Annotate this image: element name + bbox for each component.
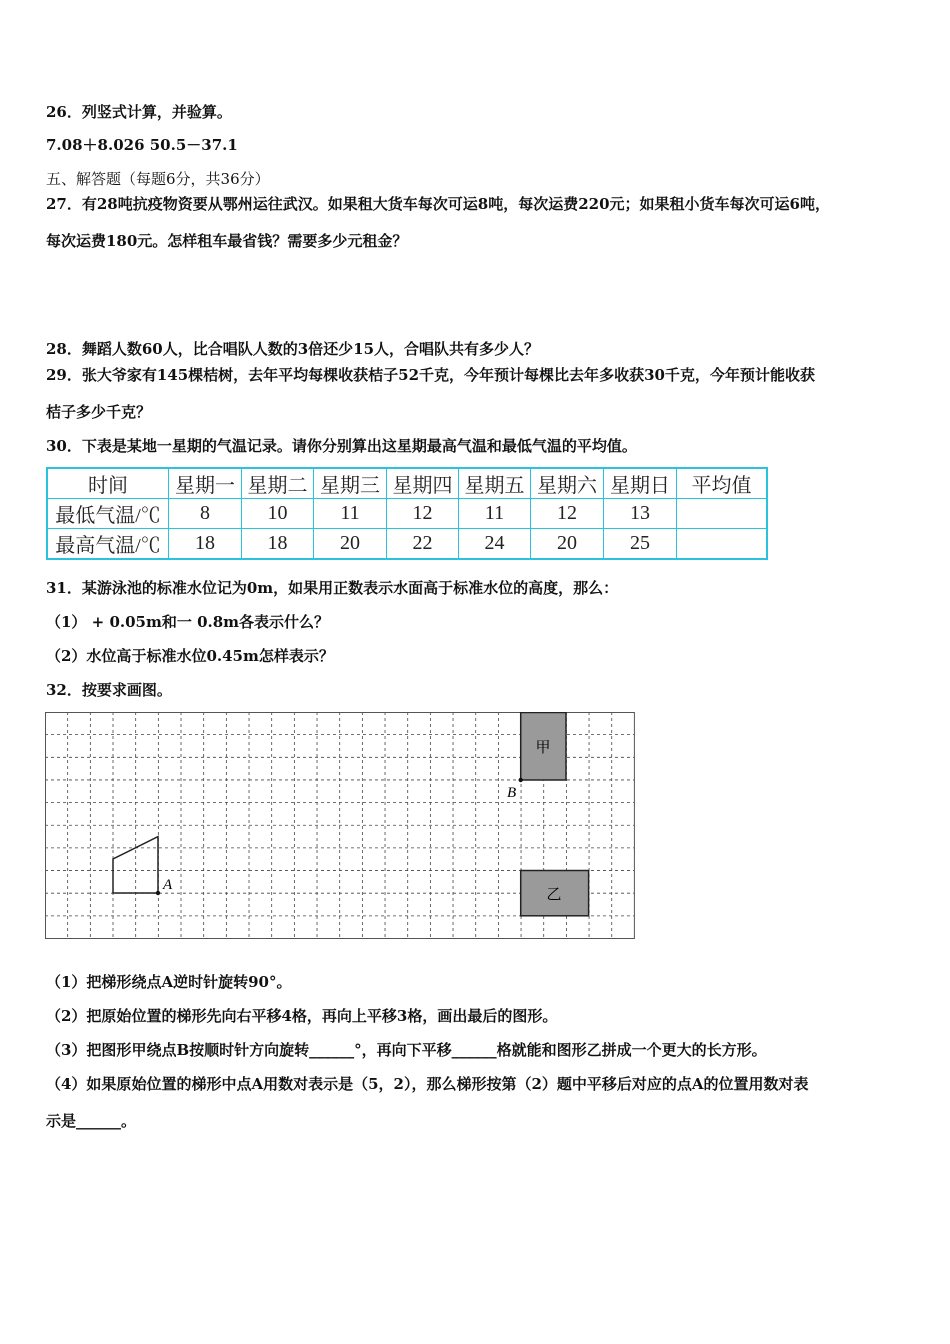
q31-title: 31．某游泳池的标准水位记为0m，如果用正数表示水面高于标准水位的高度，那么： — [46, 579, 619, 597]
table-cell: 18 — [169, 529, 242, 560]
table-header-row — [47, 468, 767, 499]
table-cell: 星期五 — [459, 468, 531, 499]
table-cell: 20 — [531, 529, 604, 560]
table-cell: 最低气温/℃ — [47, 499, 169, 529]
q28: 28．舞蹈人数60人，比合唱队人数的3倍还少15人，合唱队共有多少人？ — [46, 340, 540, 358]
q31-sub2: （2）水位高于标准水位0.45m怎样表示？ — [46, 647, 334, 665]
table-cell: 12 — [531, 499, 604, 529]
point-a-dot — [156, 891, 160, 895]
table-cell: 平均值 — [677, 468, 768, 499]
point-b-dot — [519, 778, 523, 782]
table-cell: 20 — [314, 529, 387, 560]
drawing-grid — [45, 712, 635, 939]
table-cell: 25 — [604, 529, 677, 560]
table-cell: 8 — [169, 499, 242, 529]
q32-title: 32．按要求画图。 — [46, 681, 172, 699]
q32-sub1: （1）把梯形绕点A逆时针旋转90°。 — [46, 973, 292, 991]
table-cell: 星期一 — [169, 468, 242, 499]
q32-sub4-line2: 示是______。 — [46, 1112, 137, 1130]
table-row — [47, 499, 767, 529]
section-5-heading: 五、解答题（每题6分，共36分） — [46, 170, 270, 188]
q29-line1: 29．张大爷家有145棵桔树，去年平均每棵收获桔子52千克，今年预计每棵比去年多收获30千克，今年预计能收获 — [46, 366, 815, 384]
q29-line2: 桔子多少千克？ — [46, 403, 152, 421]
table-cell: 星期二 — [242, 468, 314, 499]
q26-title: 26．列竖式计算，并验算。 — [46, 103, 232, 121]
table-cell: 星期三 — [314, 468, 387, 499]
table-cell: 星期四 — [387, 468, 459, 499]
point-a-label: A — [163, 877, 173, 893]
table-cell: 24 — [459, 529, 531, 560]
table-cell: 11 — [459, 499, 531, 529]
q32-sub2: （2）把原始位置的梯形先向右平移4格，再向上平移3格，画出最后的图形。 — [46, 1007, 558, 1025]
shape-jia-label: 甲 — [535, 738, 551, 756]
q32-sub3: （3）把图形甲绕点B按顺时针方向旋转______°，再向下平移______格就能和图形乙拼成一个更大的长方形。 — [46, 1041, 767, 1059]
q31-sub1: （1） + 0.05m和一 0.8m各表示什么？ — [46, 613, 330, 631]
table-cell: 最高气温/℃ — [47, 529, 169, 560]
table-cell: 10 — [242, 499, 314, 529]
table-cell: 星期六 — [531, 468, 604, 499]
table-cell: 13 — [604, 499, 677, 529]
table-cell: 18 — [242, 529, 314, 560]
table-cell: 时间 — [47, 468, 169, 499]
table-row — [47, 529, 767, 560]
q32-sub4-line1: （4）如果原始位置的梯形中点A用数对表示是（5，2），那么梯形按第（2）题中平移后对应的点A的位置用数对表 — [46, 1075, 809, 1093]
table-cell: 11 — [314, 499, 387, 529]
q27-line1: 27．有28吨抗疫物资要从鄂州运往武汉。如果租大货车每次可运8吨，每次运费220元；如果租小货车每次可运6吨， — [46, 195, 830, 213]
q26-expressions: 7.08＋8.026 50.5－37.1 — [46, 136, 238, 154]
shape-yi-label: 乙 — [546, 885, 562, 903]
q27-line2: 每次运费180元。怎样租车最省钱？需要多少元租金？ — [46, 232, 408, 250]
average-input-cell[interactable] — [677, 499, 768, 529]
q30-title: 30．下表是某地一星期的气温记录。请你分别算出这星期最高气温和最低气温的平均值。 — [46, 437, 637, 455]
table-cell: 12 — [387, 499, 459, 529]
table-cell: 星期日 — [604, 468, 677, 499]
average-input-cell[interactable] — [677, 529, 768, 560]
temperature-table — [46, 467, 768, 560]
table-cell: 22 — [387, 529, 459, 560]
point-b-label: B — [507, 785, 517, 801]
